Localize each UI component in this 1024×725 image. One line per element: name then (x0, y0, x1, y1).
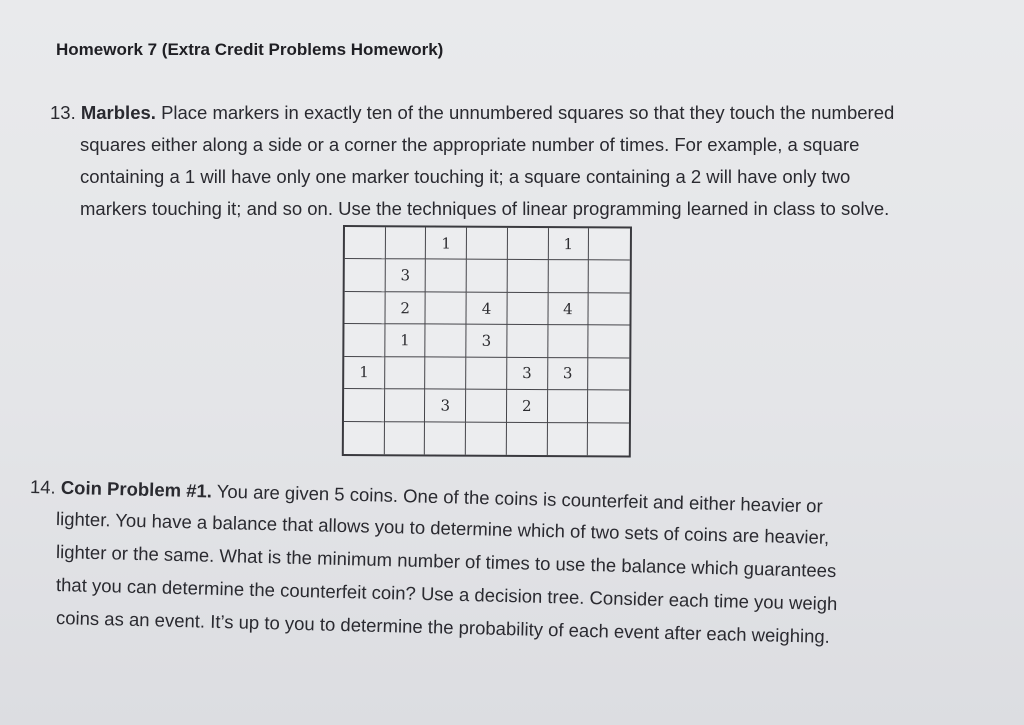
problem-13-line-3: containing a 1 will have only one marker touching it; a square containing a 2 will have only two (80, 166, 851, 187)
grid-empty-cell (385, 357, 426, 390)
grid-number-cell: 2 (385, 292, 426, 325)
grid-number-cell: 3 (507, 358, 548, 391)
grid-number-cell: 4 (467, 292, 508, 325)
problem-13-line-1 (50, 102, 894, 124)
grid-number-cell: 1 (426, 227, 467, 260)
grid-number-cell: 2 (507, 390, 548, 423)
grid-empty-cell (548, 260, 589, 293)
marbles-grid (342, 225, 632, 458)
grid-empty-cell (466, 357, 507, 390)
problem-14-number: 14. (29, 476, 56, 498)
grid-empty-cell (344, 422, 385, 455)
grid-empty-cell (385, 422, 426, 455)
grid-empty-cell (589, 261, 630, 294)
problem-14-line-5: coins as an event. It’s up to you to determine the probability of each event after each weighing. (55, 607, 831, 647)
grid-number-cell: 3 (425, 390, 466, 423)
grid-number-cell: 1 (385, 325, 426, 358)
problem-14-line-4: that you can determine the counterfeit coin? Use a decision tree. Consider each time you weigh (55, 574, 838, 615)
grid-empty-cell (426, 292, 467, 325)
grid-empty-cell (385, 389, 426, 422)
grid-empty-cell (548, 325, 589, 358)
grid-empty-cell (589, 228, 630, 261)
problem-14-line-3: lighter or the same. What is the minimum number of times to use the balance which guarantees (55, 541, 837, 582)
grid-number-cell: 1 (548, 228, 589, 261)
grid-number-cell: 3 (548, 358, 589, 391)
problem-14-title: Coin Problem #1. (60, 476, 213, 502)
problem-13-number: 13. (50, 102, 76, 123)
grid-empty-cell (588, 423, 629, 456)
grid-number-cell: 4 (548, 293, 589, 326)
grid-empty-cell (507, 293, 548, 326)
grid-empty-cell (467, 228, 508, 261)
grid-empty-cell (344, 324, 385, 357)
problem-13-text-1: Place markers in exactly ten of the unnumbered squares so that they touch the numbered (161, 102, 895, 123)
grid-number-cell: 1 (344, 357, 385, 390)
grid-empty-cell (345, 227, 386, 260)
grid-empty-cell (466, 422, 507, 455)
grid-empty-cell (344, 292, 385, 325)
grid-empty-cell (507, 422, 548, 455)
grid-empty-cell (508, 228, 549, 261)
grid-empty-cell (345, 259, 386, 292)
problem-13-line-4: markers touching it; and so on. Use the techniques of linear programming learned in class to solve. (80, 198, 890, 219)
grid-empty-cell (344, 389, 385, 422)
grid-empty-cell (467, 260, 508, 293)
grid-empty-cell (588, 358, 629, 391)
grid-empty-cell (589, 326, 630, 359)
page-heading: Homework 7 (Extra Credit Problems Homework) (56, 40, 444, 59)
grid-empty-cell (466, 390, 507, 423)
problem-14-text-1: You are given 5 coins. One of the coins is counterfeit and either heavier or (216, 480, 823, 517)
grid-empty-cell (386, 227, 427, 260)
grid-number-cell: 3 (466, 325, 507, 358)
grid-empty-cell (426, 325, 467, 358)
grid-empty-cell (588, 390, 629, 423)
problem-14-line-2: lighter. You have a balance that allows you to determine which of two sets of coins are heavier, (55, 508, 830, 548)
grid-number-cell: 3 (385, 260, 426, 293)
grid-empty-cell (425, 422, 466, 455)
grid-empty-cell (507, 260, 548, 293)
grid-empty-cell (547, 423, 588, 456)
problem-13-line-2: squares either along a side or a corner the appropriate number of times. For example, a square (80, 134, 860, 155)
grid-empty-cell (426, 260, 467, 293)
grid-empty-cell (589, 293, 630, 326)
grid-empty-cell (548, 390, 589, 423)
problem-13-title: Marbles. (80, 102, 156, 123)
grid-empty-cell (426, 357, 467, 390)
grid-empty-cell (507, 325, 548, 358)
